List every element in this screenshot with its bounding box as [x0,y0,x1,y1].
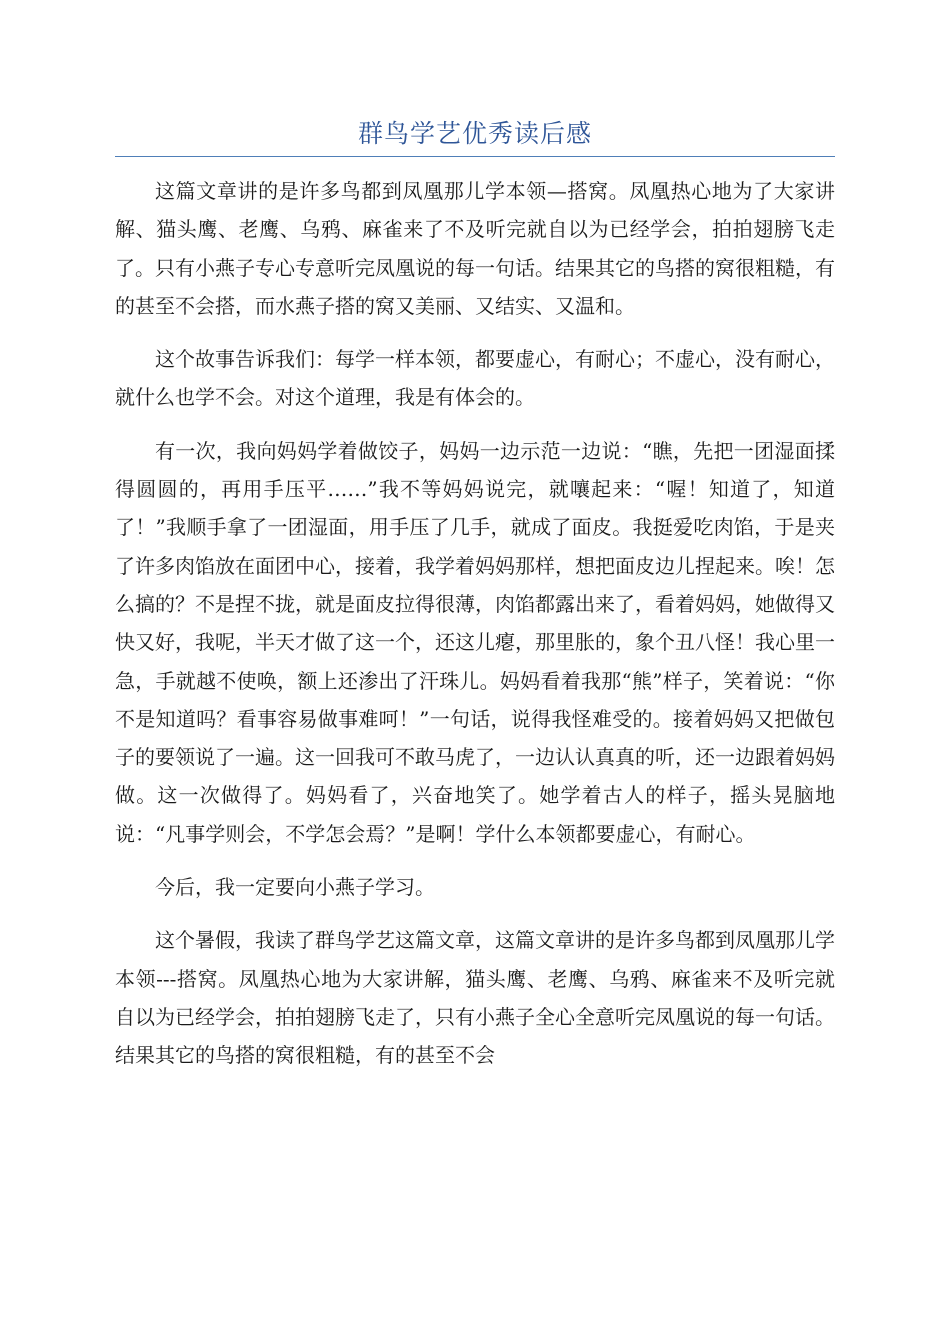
body-text [115,172,835,1322]
title-block [115,112,835,157]
paragraph-4: 今后，我一定要向小燕子学习。 [155,875,435,900]
paragraph-1: 这篇文章讲的是许多鸟都到凤凰那儿学本领—搭窝。凤凰热心地为了大家讲解、猫头鹰、老鹰、乌鸦、麻雀来了不及听完就自以为已经学会，拍拍翅膀飞走了。只有小燕子专心专意听完凤凰说的每一句话。结果其它的鸟搭的窝很粗糙，有的甚至不会搭，而水燕子搭的窝又美丽、又结实、又温和。 [115,179,835,318]
paragraph-5: 这个暑假，我读了群鸟学艺这篇文章，这篇文章讲的是许多鸟都到凤凰那儿学本领---搭窝。凤凰热心地为大家讲解，猫头鹰、老鹰、乌鸦、麻雀来不及听完就自以为已经学会，拍拍翅膀飞走了，只有小燕子全心全意听完凤凰说的每一句话。结果其它的鸟搭的窝很粗糙，有的甚至不会 [115,928,835,1068]
paragraph-2: 这个故事告诉我们：每学一样本领，都要虚心，有耐心；不虚心，没有耐心，就什么也学不会。对这个道理，我是有体会的。 [115,347,835,410]
paragraph-3: 有一次，我向妈妈学着做饺子，妈妈一边示范一边说：“瞧，先把一团湿面揉得圆圆的，再用手压平……”我不等妈妈说完，就嚷起来：“喔！知道了，知道了！”我顺手拿了一团湿面，用手压了几手，就成了面皮。我挺爱吃肉馅，于是夹了许多肉馅放在面团中心，接着，我学着妈妈那样，想把面皮边儿捏起来。唉！怎么搞的？不是捏不拢，就是面皮拉得很薄，肉馅都露出来了，看着妈妈，她做得又快又好，我呢，半天才做了这一个，还这儿瘪，那里胀的，象个丑八怪！我心里一急，手就越不使唤，额上还渗出了汗珠儿。妈妈看着我那“熊”样子，笑着说：“你不是知道吗？看事容易做事难呵！”一句话，说得我怪难受的。接着妈妈又把做包子的要领说了一遍。这一回我可不敢马虎了，一边认认真真的听，还一边跟着妈妈做。这一次做得了。妈妈看了，兴奋地笑了。她学着古人的样子，摇头晃脑地说：“凡事学则会，不学怎会焉？”是啊！学什么本领都要虚心，有耐心。 [115,438,835,846]
page-title: 群鸟学艺优秀读后感 [357,119,592,148]
